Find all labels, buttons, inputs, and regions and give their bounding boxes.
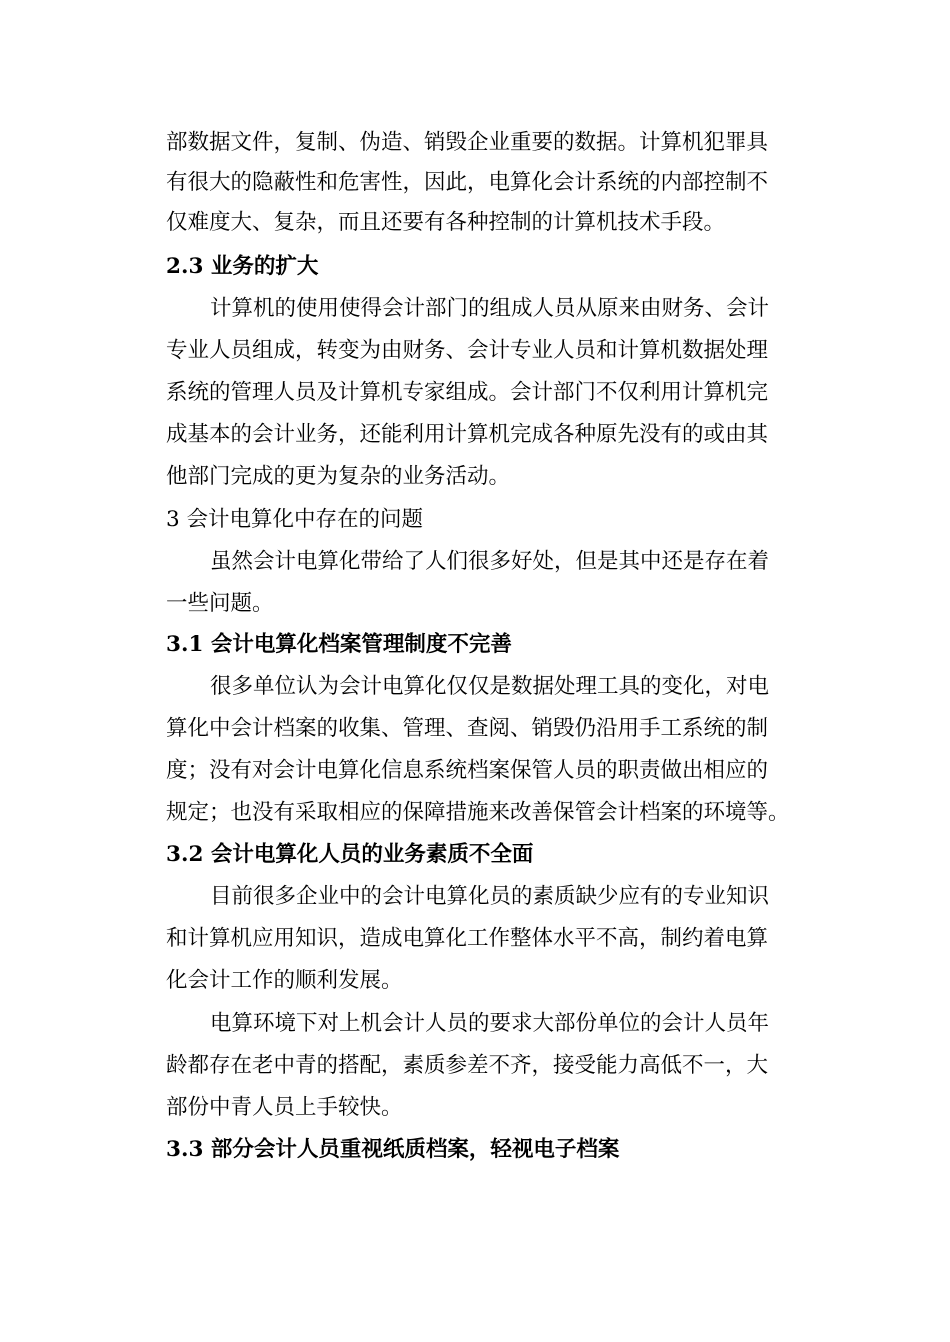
paragraph-line: 和计算机应用知识，造成电算化工作整体水平不高，制约着电算 bbox=[166, 926, 769, 951]
paragraph-line: 化会计工作的顺利发展。 bbox=[166, 968, 403, 993]
paragraph-line: 专业人员组成，转变为由财务、会计专业人员和计算机数据处理 bbox=[166, 338, 769, 363]
paragraph-line: 系统的管理人员及计算机专家组成。会计部门不仅利用计算机完 bbox=[166, 380, 769, 405]
paragraph-line: 度；没有对会计电算化信息系统档案保管人员的职责做出相应的 bbox=[166, 758, 769, 783]
section-heading: 3.2 会计电算化人员的业务素质不全面 bbox=[166, 842, 534, 867]
paragraph-line: 虽然会计电算化带给了人们很多好处，但是其中还是存在着 bbox=[210, 549, 770, 574]
section-heading: 3.1 会计电算化档案管理制度不完善 bbox=[166, 632, 512, 657]
paragraph-line: 一些问题。 bbox=[166, 591, 274, 616]
paragraph-line: 龄都存在老中青的搭配，素质参差不齐，接受能力高低不一，大 bbox=[166, 1053, 769, 1078]
section-heading: 3 会计电算化中存在的问题 bbox=[166, 507, 424, 532]
paragraph-line: 成基本的会计业务，还能利用计算机完成各种原先没有的或由其 bbox=[166, 422, 769, 447]
section-heading: 3.3 部分会计人员重视纸质档案，轻视电子档案 bbox=[166, 1137, 620, 1162]
paragraph-line: 算化中会计档案的收集、管理、查阅、销毁仍沿用手工系统的制 bbox=[166, 716, 769, 741]
paragraph-line: 很多单位认为会计电算化仅仅是数据处理工具的变化，对电 bbox=[210, 674, 770, 699]
paragraph-line: 他部门完成的更为复杂的业务活动。 bbox=[166, 464, 511, 489]
paragraph-line: 有很大的隐蔽性和危害性，因此，电算化会计系统的内部控制不 bbox=[166, 170, 769, 195]
paragraph-line: 电算环境下对上机会计人员的要求大部份单位的会计人员年 bbox=[210, 1011, 770, 1036]
paragraph-line: 部数据文件，复制、伪造、销毁企业重要的数据。计算机犯罪具 bbox=[166, 130, 769, 155]
paragraph-line: 仅难度大、复杂，而且还要有各种控制的计算机技术手段。 bbox=[166, 210, 726, 235]
paragraph-line: 部份中青人员上手较快。 bbox=[166, 1095, 403, 1120]
paragraph-line: 目前很多企业中的会计电算化员的素质缺少应有的专业知识 bbox=[210, 884, 770, 909]
section-heading: 2.3 业务的扩大 bbox=[166, 254, 319, 279]
paragraph-line: 计算机的使用使得会计部门的组成人员从原来由财务、会计 bbox=[210, 296, 770, 321]
paragraph-line: 规定；也没有采取相应的保障措施来改善保管会计档案的环境等。 bbox=[166, 800, 790, 825]
